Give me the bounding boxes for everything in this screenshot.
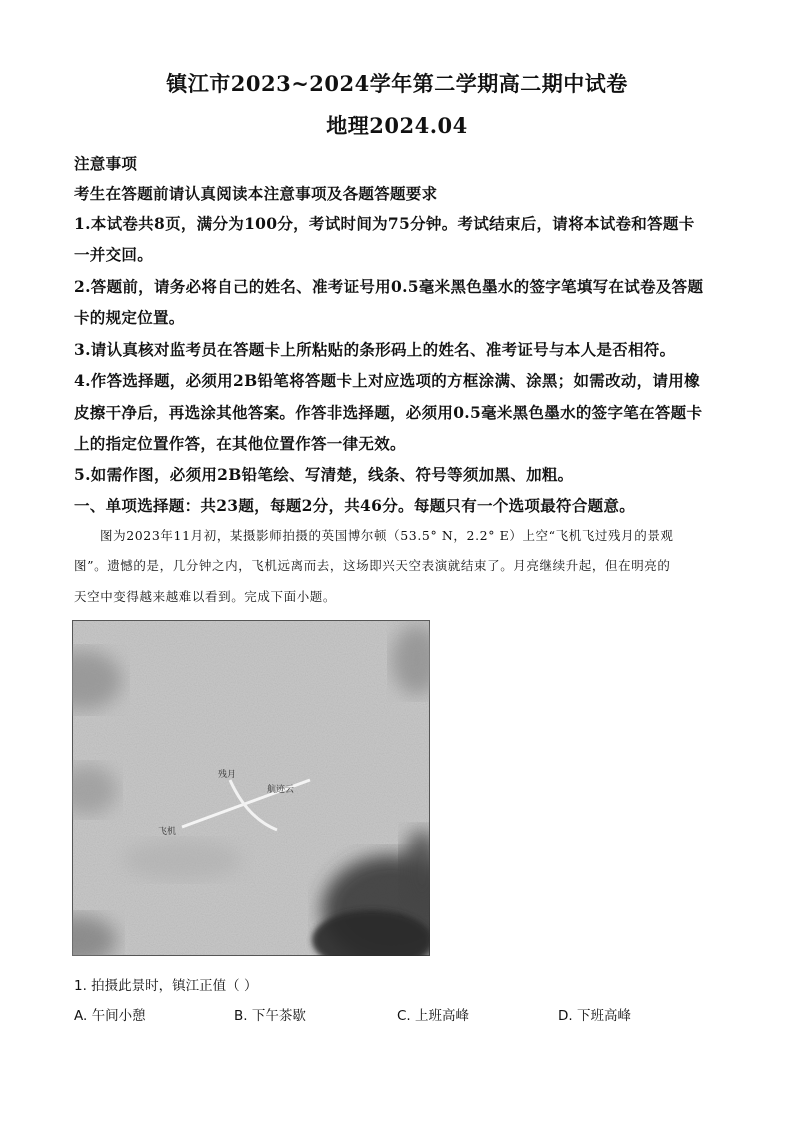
passage-line: 图”。遗憾的是，几分钟之内，飞机远离而去，这场即兴天空表演就结束了。月亮继续升起，但在明亮的 [74,558,671,573]
exam-subtitle: 地理2024.04 [326,113,468,138]
notice-line: 3.请认真核对监考员在答题卡上所粘贴的条形码上的姓名、准考证号与本人是否相符。 [74,340,676,359]
option-a[interactable]: A. 午间小憩 [74,1008,146,1024]
passage-line: 图为2023年11月初，某摄影师拍摄的英国博尔顿（53.5° N，2.2° E）上空“飞机飞过残月的景观 [100,528,674,543]
exam-title: 镇江市2023~2024学年第二学期高二期中试卷 [166,71,628,96]
question-stem: 1. 拍摄此景时，镇江正值（ ） [74,978,258,994]
notice-line: 卡的规定位置。 [74,308,185,327]
notice-line: 5.如需作图，必须用2B铅笔绘、写清楚，线条、符号等须加黑、加粗。 [74,465,574,484]
option-d[interactable]: D. 下班高峰 [558,1008,631,1024]
label-plane: 飞机 [158,827,177,837]
notice-line: 4.作答选择题，必须用2B铅笔将答题卡上对应选项的方框涂满、涂黑；如需改动，请用橡 [74,371,700,390]
notice-line: 上的指定位置作答，在其他位置作答一律无效。 [74,434,406,453]
notice-line: 一并交回。 [74,245,154,264]
passage-line: 天空中变得越来越难以看到。完成下面小题。 [74,589,337,604]
option-c[interactable]: C. 上班高峰 [397,1008,470,1024]
label-contrail: 航迹云 [267,785,295,795]
section-heading: 一、单项选择题：共23题，每题2分，共46分。每题只有一个选项最符合题意。 [74,496,636,515]
sky-photo [72,620,430,956]
option-b[interactable]: B. 下午茶歇 [234,1008,306,1024]
notice-intro: 考生在答题前请认真阅读本注意事项及各题答题要求 [74,184,438,203]
label-moon: 残月 [218,770,237,780]
notice-line: 1.本试卷共8页，满分为100分，考试时间为75分钟。考试结束后，请将本试卷和答题卡 [74,214,695,233]
notice-heading: 注意事项 [74,154,138,173]
notice-line: 2.答题前，请务必将自己的姓名、准考证号用0.5毫米黑色墨水的签字笔填写在试卷及答题 [74,277,704,296]
notice-line: 皮擦干净后，再选涂其他答案。作答非选择题，必须用0.5毫米黑色墨水的签字笔在答题卡 [74,403,703,422]
